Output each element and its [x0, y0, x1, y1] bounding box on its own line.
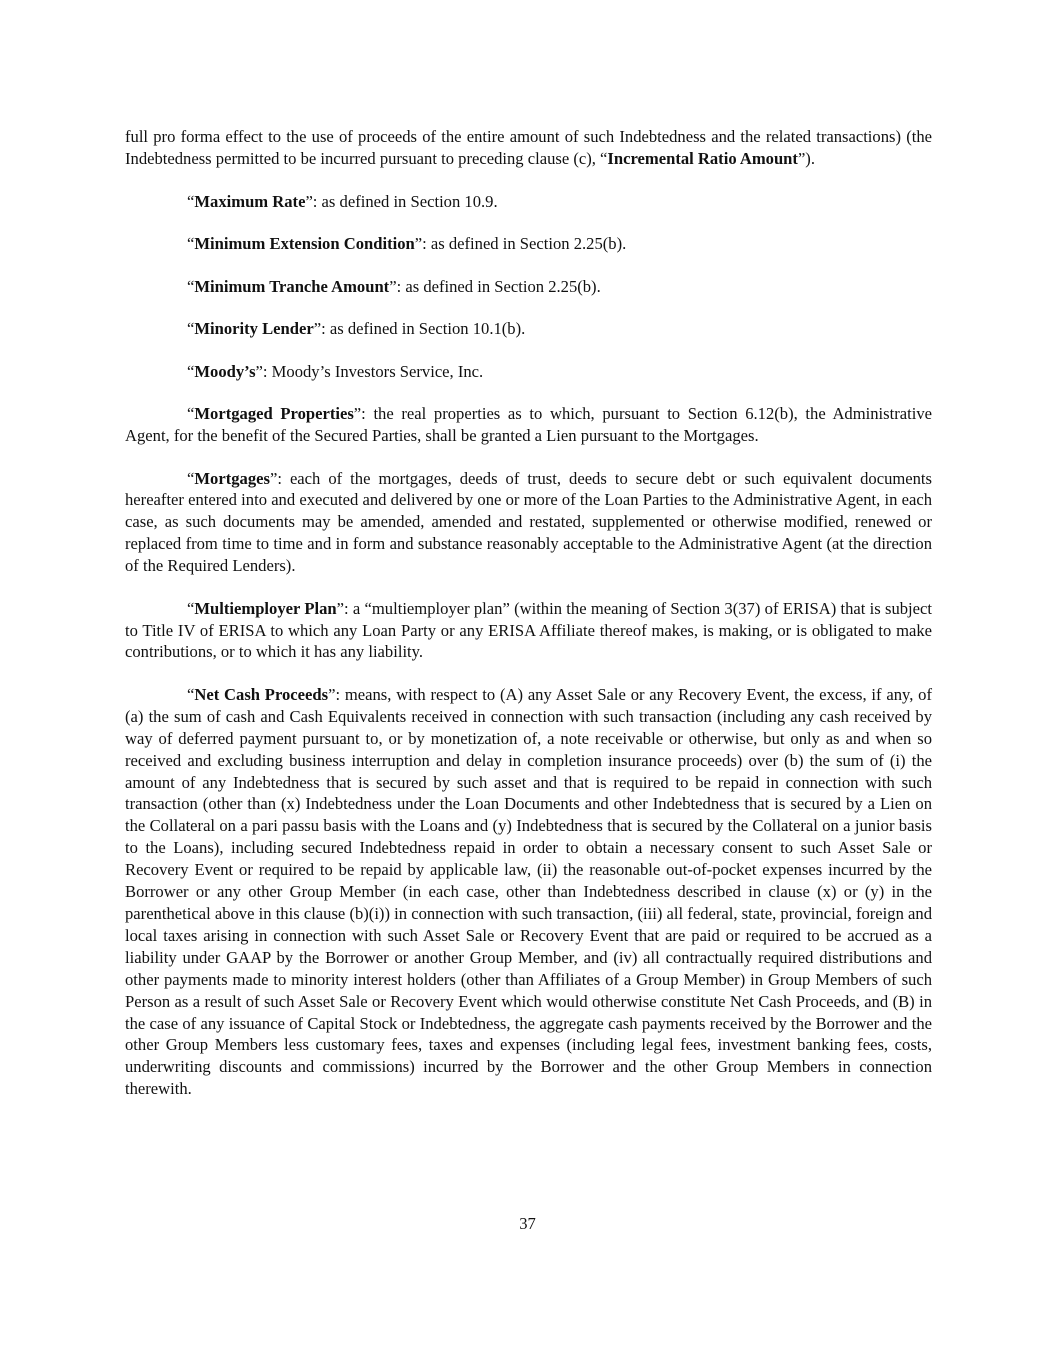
open-quote: “ [187, 684, 195, 704]
definition-text: ”: each of the mortgages, deeds of trust, deeds to secure debt or such equivalent documents hereafter entered into and executed and delivered by one or more of the Loan Parties to the Administrative Agent, in each case, as such documents may be amended, amended and restated, supplemented or otherwise modified, renewed or replaced from time to time and in form and substance reasonably acceptable to the Administrative Agent (at the direction of the Required Lenders). [125, 468, 932, 576]
defined-term: Maximum Rate [194, 191, 306, 211]
continuation-end: ”). [797, 148, 815, 168]
continuation-text: full pro forma effect to the use of proceeds of the entire amount of such Indebtedness and the related transactions) (the Indebtedness permitted to be incurred pursuant to preceding clause (c), “ [125, 127, 932, 168]
definition-text: ”: as defined in Section 10.1(b). [313, 319, 526, 339]
definition-net-cash-proceeds [125, 684, 932, 1100]
defined-term: Minimum Extension Condition [194, 234, 415, 254]
defined-term: Mortgaged Properties [194, 404, 354, 424]
defined-term: Minimum Tranche Amount [194, 276, 390, 296]
definition-text: ”: means, with respect to (A) any Asset Sale or any Recovery Event, the excess, if any, of (a) the sum of cash and Cash Equivalents received in connection with such transaction (including any cash received by way of deferred payment pursuant to, or by monetization of, a note receivable or otherwise, but only as and when so received and excluding business interruption and delay in completion insurance proceeds) over (b) the sum of (i) the amount of any Indebtedness that is secured by such asset and that is required to be repaid in connection with such transaction (other than (x) Indebtedness under the Loan Documents and other Indebtedness that is secured by a Lien on the Collateral on a pari passu basis with the Loans and (y) Indebtedness that is secured by the Collateral on a junior basis to the Loans), including secured Indebtedness repaid in order to obtain a necessary consent to such Asset Sale or Recovery Event or required to be repaid by applicable law, (ii) the reasonable out-of-pocket expenses incurred by the Borrower or any other Group Member (in each case, other than Indebtedness described in clause (x) or (y) in the parenthetical above in this clause (b)(i)) in connection with such transaction, (iii) all federal, state, provincial, foreign and local taxes arising in connection with such Asset Sale or Recovery Event that are paid or required to be accrued as a liability under GAAP by the Borrower or another Group Member, and (iv) all contractually required distributions and other payments made to minority interest holders (other than Affiliates of a Group Member) in Group Members of such Person as a result of such Asset Sale or Recovery Event which would otherwise constitute Net Cash Proceeds, and (B) in the case of any issuance of Capital Stock or Indebtedness, the aggregate cash payments received by the Borrower and the other Group Members less customary fees, taxes and expenses (including legal fees, investment banking fees, costs, underwriting discounts and commissions) incurred by the Borrower and the other Group Members in connection therewith. [125, 684, 932, 1099]
definition-minimum-extension-condition [125, 233, 932, 255]
open-quote: “ [187, 598, 195, 618]
open-quote: “ [187, 361, 195, 381]
definition-maximum-rate [125, 191, 932, 213]
definition-text: ”: the real properties as to which, pursuant to Section 6.12(b), the Administrative Agent, for the benefit of the Secured Parties, shall be granted a Lien pursuant to the Mortgages. [125, 404, 932, 446]
definition-mortgaged-properties [125, 403, 932, 447]
definition-multiemployer-plan [125, 598, 932, 664]
defined-term: Incremental Ratio Amount [607, 148, 798, 168]
open-quote: “ [187, 319, 195, 339]
continuation-paragraph [125, 126, 932, 170]
definition-text: ”: a “multiemployer plan” (within the meaning of Section 3(37) of ERISA) that is subject to Title IV of ERISA to which any Loan Party or any ERISA Affiliate thereof makes, is making, or is obligated to make contributions, or to which it has any liability. [125, 598, 933, 662]
defined-term: Mortgages [194, 468, 270, 488]
definition-text: ”: as defined in Section 10.9. [305, 191, 498, 211]
document-body [125, 126, 932, 1121]
definition-text: ”: as defined in Section 2.25(b). [414, 234, 627, 254]
defined-term: Moody’s [194, 361, 256, 381]
definition-minority-lender [125, 318, 932, 340]
defined-term: Multiemployer Plan [194, 598, 337, 618]
open-quote: “ [187, 404, 195, 424]
page-number: 37 [519, 1214, 536, 1233]
open-quote: “ [187, 191, 195, 211]
definition-minimum-tranche-amount [125, 276, 932, 298]
definition-text: ”: as defined in Section 2.25(b). [389, 276, 601, 296]
open-quote: “ [187, 234, 195, 254]
open-quote: “ [187, 468, 195, 488]
defined-term: Net Cash Proceeds [194, 684, 329, 704]
definition-text: ”: Moody’s Investors Service, Inc. [255, 361, 484, 381]
definition-moodys [125, 361, 932, 383]
definition-mortgages [125, 468, 932, 578]
open-quote: “ [187, 276, 195, 296]
defined-term: Minority Lender [194, 319, 314, 339]
